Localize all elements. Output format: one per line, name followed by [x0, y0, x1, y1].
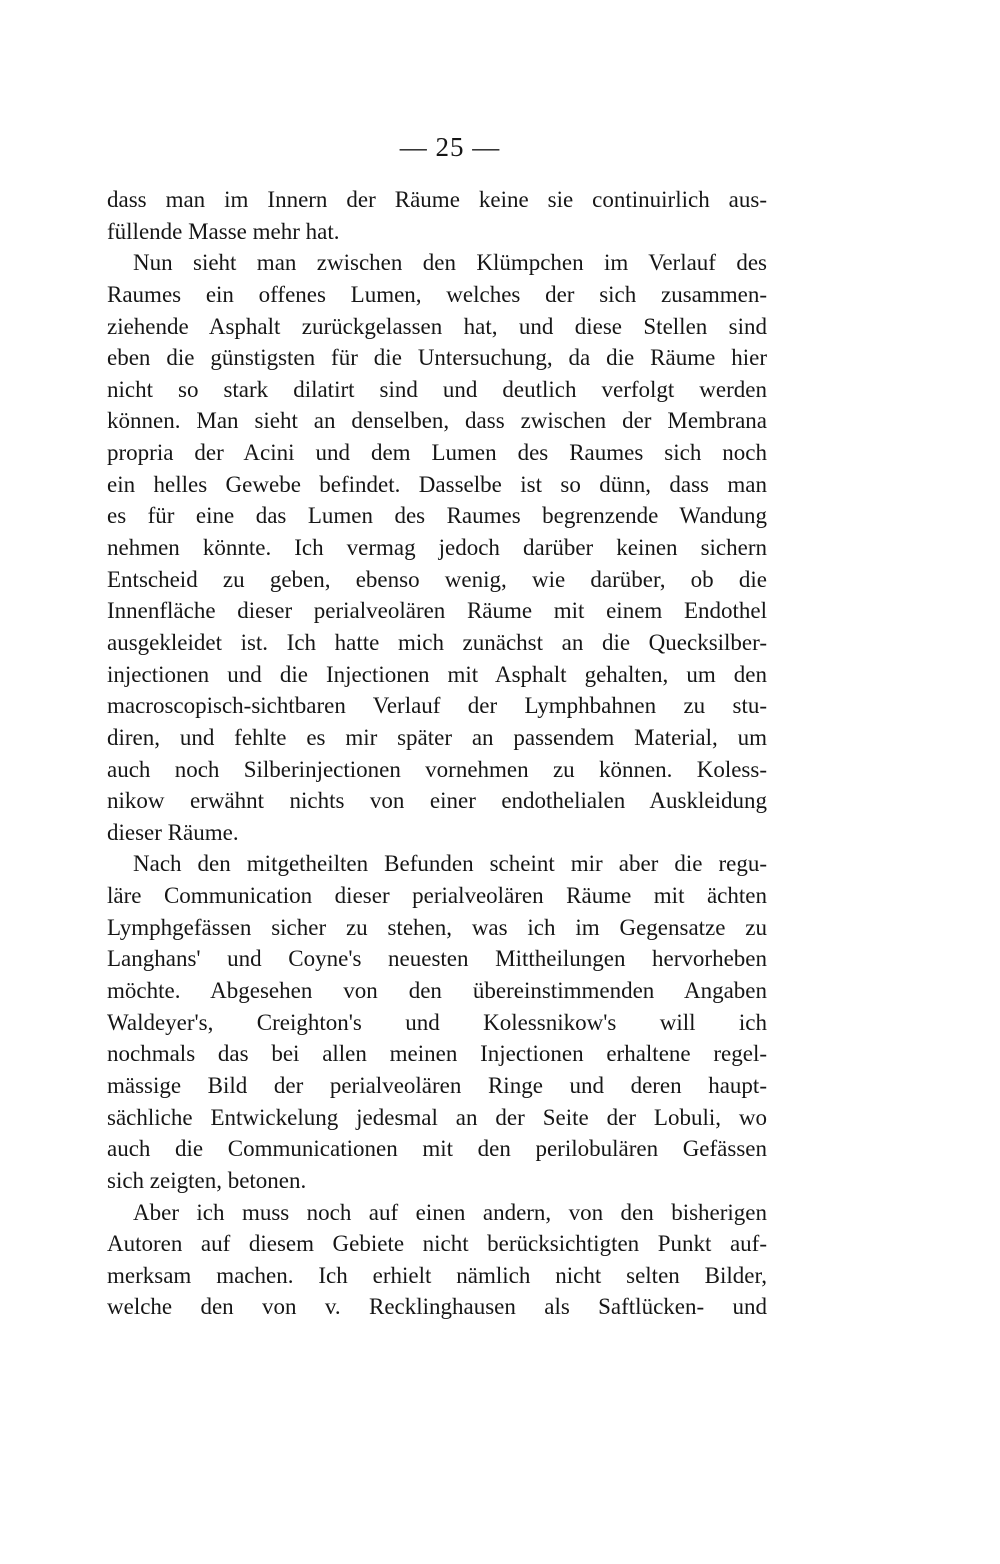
- text-line: eben die günstigsten für die Untersuchung, da die Räume hier: [107, 345, 767, 371]
- text-line: sich zeigten, betonen.: [107, 1167, 307, 1193]
- text-line: auch die Communicationen mit den perilobulären Gefässen: [107, 1136, 767, 1162]
- text-line: ausgekleidet ist. Ich hatte mich zunächst an die Quecksilber-: [107, 629, 767, 655]
- text-line: injectionen und die Injectionen mit Asphalt gehalten, um den: [107, 661, 767, 687]
- text-line: dieser Räume.: [107, 819, 239, 845]
- page-number: — 25 —: [399, 132, 501, 162]
- text-line: Langhans' und Coyne's neuesten Mittheilungen hervorheben: [107, 946, 767, 972]
- text-line: Nach den mitgetheilten Befunden scheint mir aber die regu-: [133, 851, 767, 877]
- text-line: ein helles Gewebe befindet. Dasselbe ist so dünn, dass man: [107, 471, 767, 497]
- text-line: propria der Acini und dem Lumen des Raumes sich noch: [107, 440, 767, 466]
- text-line: Lymphgefässen sicher zu stehen, was ich im Gegensatze zu: [107, 914, 767, 940]
- text-line: füllende Masse mehr hat.: [107, 218, 340, 244]
- text-line: Innenfläche dieser perialveolären Räume mit einem Endothel: [107, 598, 767, 624]
- text-line: möchte. Abgesehen von den übereinstimmenden Angaben: [107, 978, 767, 1004]
- text-line: sächliche Entwickelung jedesmal an der Seite der Lobuli, wo: [107, 1104, 767, 1130]
- text-line: Autoren auf diesem Gebiete nicht berücksichtigten Punkt auf-: [107, 1231, 767, 1257]
- text-line: nikow erwähnt nichts von einer endothelialen Auskleidung: [107, 788, 767, 814]
- text-line: nehmen könnte. Ich vermag jedoch darüber keinen sichern: [107, 535, 767, 561]
- text-line: dass man im Innern der Räume keine sie continuirlich aus-: [107, 187, 767, 212]
- text-line: nicht so stark dilatirt sind und deutlich verfolgt werden: [107, 376, 767, 402]
- text-line: Aber ich muss noch auf einen andern, von den bisherigen: [133, 1199, 767, 1225]
- text-line: Entscheid zu geben, ebenso wenig, wie darüber, ob die: [107, 566, 767, 592]
- text-line: Nun sieht man zwischen den Klümpchen im Verlauf des: [133, 250, 767, 276]
- text-line: welche den von v. Recklinghausen als Saftlücken- und: [107, 1294, 767, 1320]
- text-line: merksam machen. Ich erhielt nämlich nicht selten Bilder,: [107, 1262, 767, 1288]
- text-line: Raumes ein offenes Lumen, welches der sich zusammen-: [107, 281, 767, 307]
- text-line: nochmals das bei allen meinen Injectionen erhaltene regel-: [107, 1041, 767, 1067]
- text-line: mässige Bild der perialveolären Ringe und deren haupt-: [107, 1072, 767, 1098]
- text-line: können. Man sieht an denselben, dass zwischen der Membrana: [107, 408, 767, 434]
- text-line: Waldeyer's, Creighton's und Kolessnikow's will ich: [107, 1009, 767, 1035]
- text-line: diren, und fehlte es mir später an passendem Material, um: [107, 724, 767, 750]
- text-line: läre Communication dieser perialveolären Räume mit ächten: [107, 883, 767, 909]
- text-line: es für eine das Lumen des Raumes begrenzende Wandung: [107, 503, 767, 529]
- body-text: [107, 184, 767, 1323]
- text-line: macroscopisch-sichtbaren Verlauf der Lymphbahnen zu stu-: [107, 693, 767, 719]
- text-line: auch noch Silberinjectionen vornehmen zu können. Koless-: [107, 756, 767, 782]
- text-line: ziehende Asphalt zurückgelassen hat, und diese Stellen sind: [107, 313, 767, 339]
